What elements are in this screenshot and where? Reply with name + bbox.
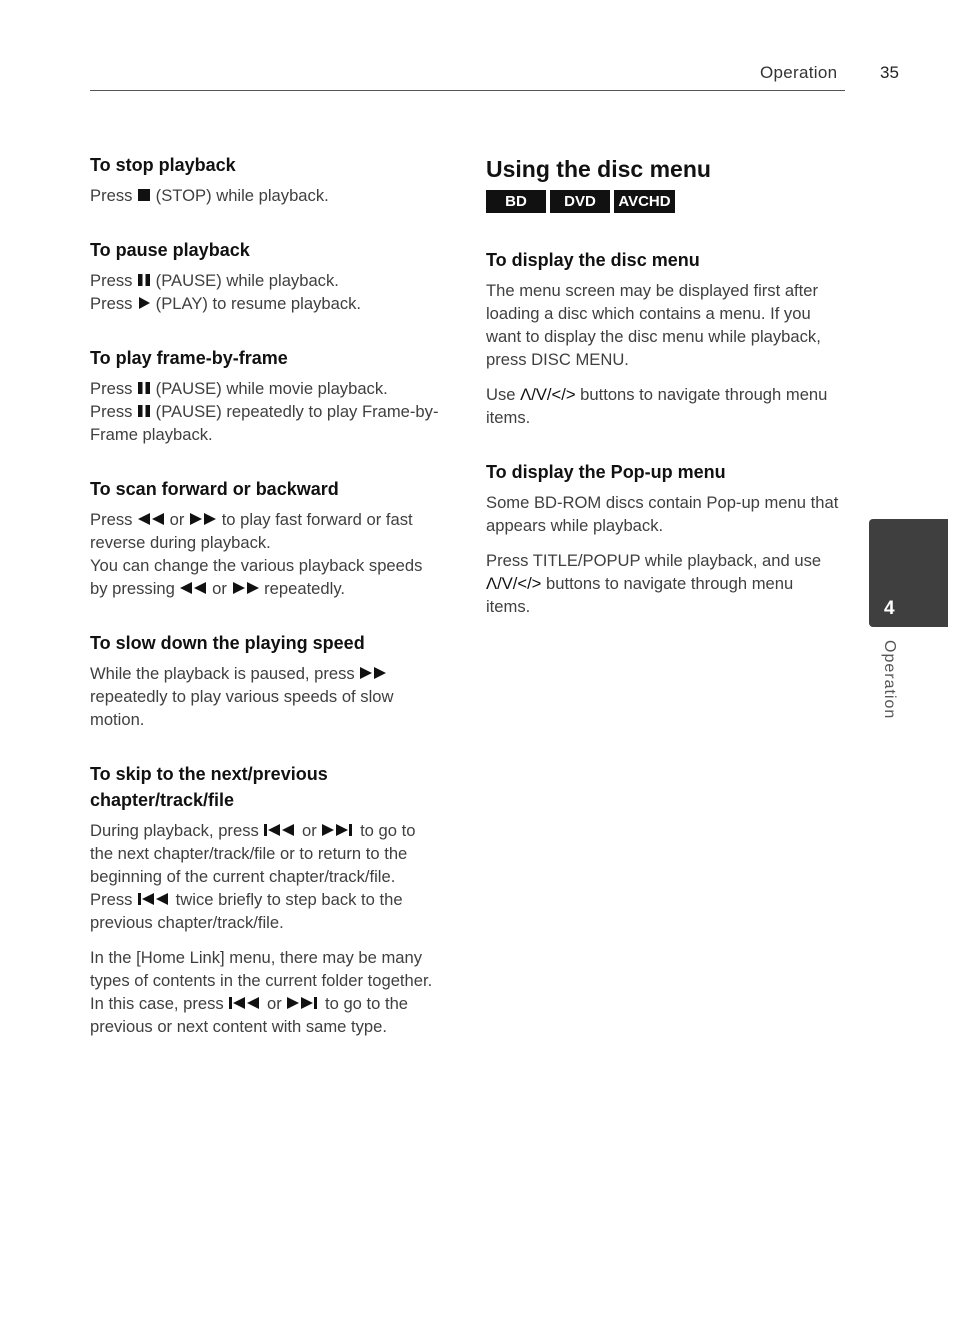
section-title: To slow down the playing speed (90, 633, 365, 653)
display-disc-menu-section (486, 247, 841, 429)
paragraph: Press (PAUSE) while playback. Press (PLAY) to resume playback. (90, 271, 362, 313)
section-title: To pause playback (90, 240, 250, 260)
paragraph: Press (STOP) while playback. (90, 186, 329, 205)
frame-by-frame-section (90, 345, 440, 446)
page-title: Using the disc menu (486, 156, 711, 182)
navigation-arrows: Λ/V/</> (520, 385, 576, 404)
paragraph: In the [Home Link] menu, there may be many types of contents in the current folder together. In this case, press or to go to the previous or next content with same type. (90, 948, 433, 1036)
rewind-icon (137, 512, 165, 526)
fast-forward-icon (359, 666, 387, 680)
paragraph: The menu screen may be displayed first after loading a disc which contains a menu. If you want to display the disc menu while playback, press DISC MENU. (486, 281, 821, 369)
badge-bd: BD (486, 190, 546, 213)
fast-forward-icon (189, 512, 217, 526)
paragraph: Press TITLE/POPUP while playback, and use Λ/V/</> buttons to navigate through menu items. (486, 551, 822, 616)
section-title: To display the Pop-up menu (486, 462, 726, 482)
chapter-number: 4 (884, 598, 895, 619)
pause-icon (137, 404, 151, 418)
header-section-title: Operation (760, 63, 838, 82)
rewind-icon (179, 581, 207, 595)
pause-playback-section (90, 237, 440, 315)
badge-dvd: DVD (550, 190, 610, 213)
play-icon (137, 296, 151, 310)
page-number: 35 (880, 63, 899, 82)
badge-avchd: AVCHD (614, 190, 675, 213)
scan-section (90, 476, 440, 600)
section-title: To stop playback (90, 155, 236, 175)
skip-next-icon (321, 823, 355, 837)
right-column (486, 152, 841, 648)
paragraph: Use Λ/V/</> buttons to navigate through menu items. (486, 385, 828, 427)
paragraph: Press or to play fast forward or fast reverse during playback. You can change the various playback speeds by pressing or repeatedly. (90, 510, 423, 598)
section-title: To skip to the next/previous chapter/track/file (90, 764, 328, 810)
header-divider (90, 90, 845, 91)
pause-icon (137, 381, 151, 395)
section-title: To scan forward or backward (90, 479, 339, 499)
stop-playback-section (90, 152, 440, 207)
navigation-arrows: Λ/V/</> (486, 574, 542, 593)
fast-forward-icon (232, 581, 260, 595)
paragraph: While the playback is paused, press repeatedly to play various speeds of slow motion. (90, 664, 394, 729)
skip-previous-icon (228, 996, 262, 1010)
skip-section (90, 761, 440, 1038)
paragraph: Some BD-ROM discs contain Pop-up menu that appears while playback. (486, 493, 839, 535)
paragraph: During playback, press or to go to the next chapter/track/file or to return to the beginning of the current chapter/track/file. Press twice briefly to step back to the previous chapter/track/file. (90, 821, 416, 932)
section-title: To play frame-by-frame (90, 348, 288, 368)
chapter-label: Operation (881, 640, 898, 720)
popup-menu-section (486, 459, 841, 618)
chapter-tab (869, 519, 948, 627)
slow-speed-section (90, 630, 440, 731)
disc-type-badges (486, 190, 841, 213)
pause-icon (137, 273, 151, 287)
stop-icon (137, 188, 151, 202)
paragraph: Press (PAUSE) while movie playback. Press (PAUSE) repeatedly to play Frame-by-Frame playback. (90, 379, 439, 444)
section-title: To display the disc menu (486, 250, 700, 270)
left-column (90, 152, 440, 1068)
skip-next-icon (286, 996, 320, 1010)
skip-previous-icon (137, 892, 171, 906)
skip-previous-icon (263, 823, 297, 837)
